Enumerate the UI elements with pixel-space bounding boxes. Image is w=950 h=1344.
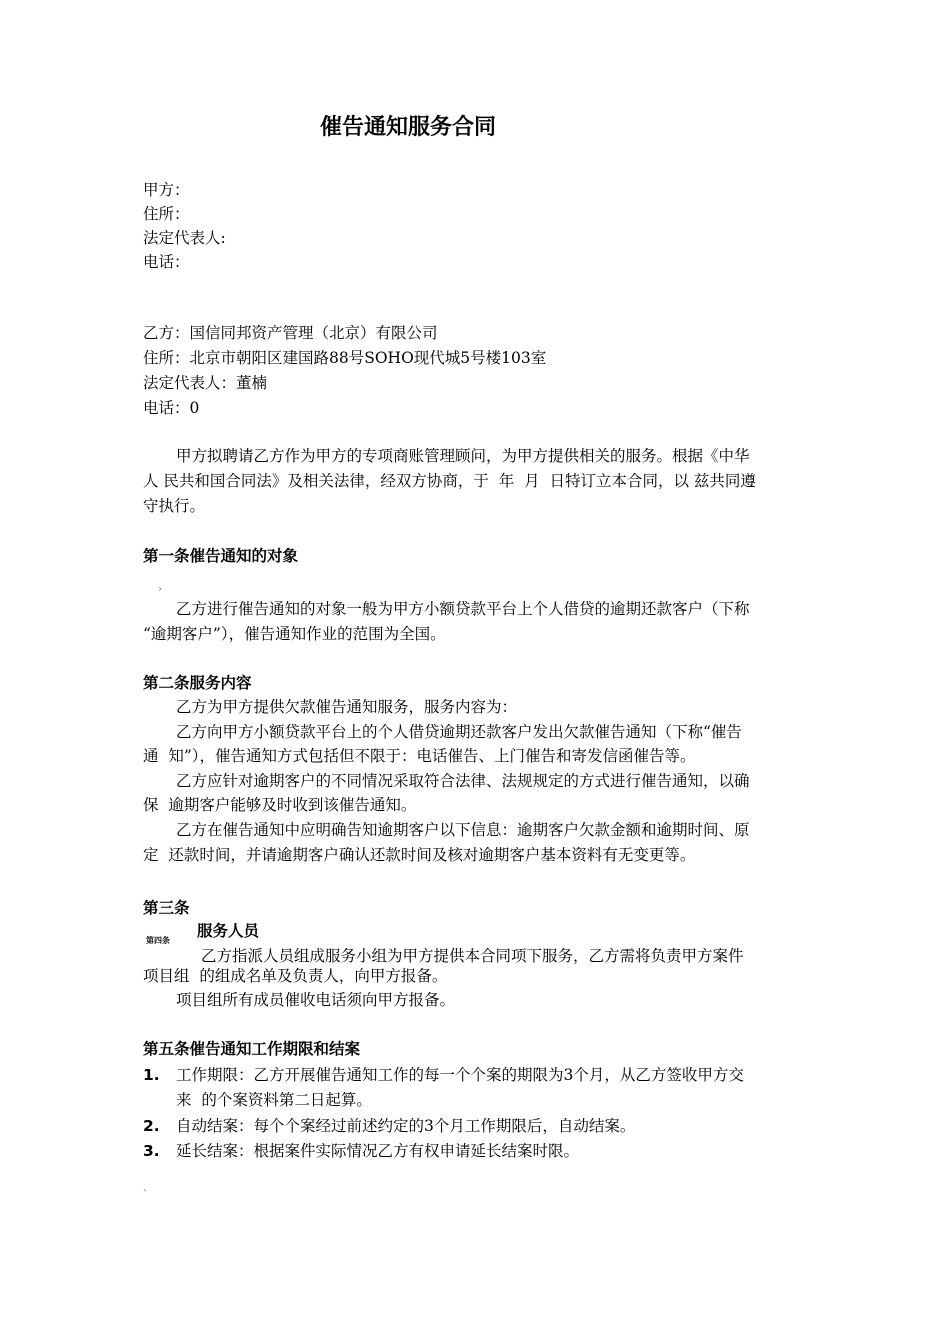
article-2-heading: 第二条服务内容 — [143, 674, 252, 692]
footer-mark: 、 — [143, 1183, 153, 1194]
list-item-text: 来 的个案资料第二日起算。 — [176, 1091, 372, 1109]
article-3-line: 乙方指派人员组成服务小组为甲方提供本合同项下服务，乙方需将负责甲方案件 — [201, 947, 744, 965]
party-b-phone: 电话：0 — [143, 399, 200, 417]
list-item-number: 2. — [143, 1117, 160, 1135]
article-2-line: 定 还款时间，并请逾期客户确认还款时间及核对逾期客户基本资料有无变更等。 — [143, 846, 696, 864]
preamble-line: 甲方拟聘请乙方作为甲方的专项商账管理顾问，为甲方提供相关的服务。根据《中华 — [176, 447, 750, 465]
article-1-line: “逾期客户”），催告通知作业的范围为全国。 — [143, 625, 446, 643]
party-a-name-label: 甲方： — [143, 181, 190, 199]
party-a-phone-label: 电话： — [143, 253, 190, 271]
article-2-line: 通 知”），催告通知方式包括但不限于：电话催告、上门催告和寄发信函催告等。 — [143, 747, 696, 765]
page-title: 催告通知服务合同 — [320, 115, 497, 140]
article-1-heading: 第一条催告通知的对象 — [143, 547, 299, 565]
party-b-name: 乙方：国信同邦资产管理（北京）有限公司 — [143, 324, 438, 342]
article-1-line: 乙方进行催告通知的对象一般为甲方小额贷款平台上个人借贷的逾期还款客户（下称 — [176, 600, 750, 618]
article-3-subheading: 服务人员 — [197, 922, 260, 940]
list-item-number: 3. — [143, 1142, 160, 1160]
party-a-rep-label: 法定代表人: — [143, 229, 226, 247]
party-a-address-label: 住所： — [143, 205, 190, 223]
article-2-line: 乙方在催告通知中应明确告知逾期客户以下信息：逾期客户欠款金额和逾期时间、原 — [176, 821, 750, 839]
list-marker: › — [158, 584, 162, 595]
preamble-line: 人 民共和国合同法》及相关法律，经双方协商，于 年 月 日特订立本合同，以 兹共同遵 — [143, 472, 756, 490]
list-item-text: 延长结案：根据案件实际情况乙方有权申请延长结案时限。 — [176, 1142, 580, 1160]
article-2-line: 乙方应针对逾期客户的不同情况采取符合法律、法规规定的方式进行催告通知，以确 — [176, 772, 750, 790]
article-2-line: 保 逾期客户能够及时收到该催告通知。 — [143, 796, 417, 814]
article-5-heading: 第五条催告通知工作期限和结案 — [143, 1040, 361, 1058]
article-3-heading: 第三条 — [143, 899, 190, 917]
article-3-line: 项目组所有成员催收电话须向甲方报备。 — [176, 991, 456, 1009]
party-b-address: 住所：北京市朝阳区建国路88号SOHO现代城5号楼103室 — [143, 349, 547, 367]
article-4-small-label: 第四条 — [146, 936, 170, 945]
article-2-line: 乙方向甲方小额贷款平台上的个人借贷逾期还款客户发出欠款催告通知（下称“催告 — [176, 723, 742, 741]
party-b-rep: 法定代表人：董楠 — [143, 374, 268, 392]
article-3-line: 项目组 的组成名单及负责人，向甲方报备。 — [143, 967, 448, 985]
article-2-line: 乙方为甲方提供欠款催告通知服务，服务内容为： — [176, 698, 518, 716]
list-item-number: 1. — [143, 1066, 160, 1084]
preamble-line: 守执行。 — [143, 497, 206, 515]
list-item-text: 自动结案：每个个案经过前述约定的3个月工作期限后，自动结案。 — [176, 1117, 636, 1135]
list-item-text: 工作期限：乙方开展催告通知工作的每一个个案的期限为3个月，从乙方签收甲方交 — [176, 1066, 744, 1084]
